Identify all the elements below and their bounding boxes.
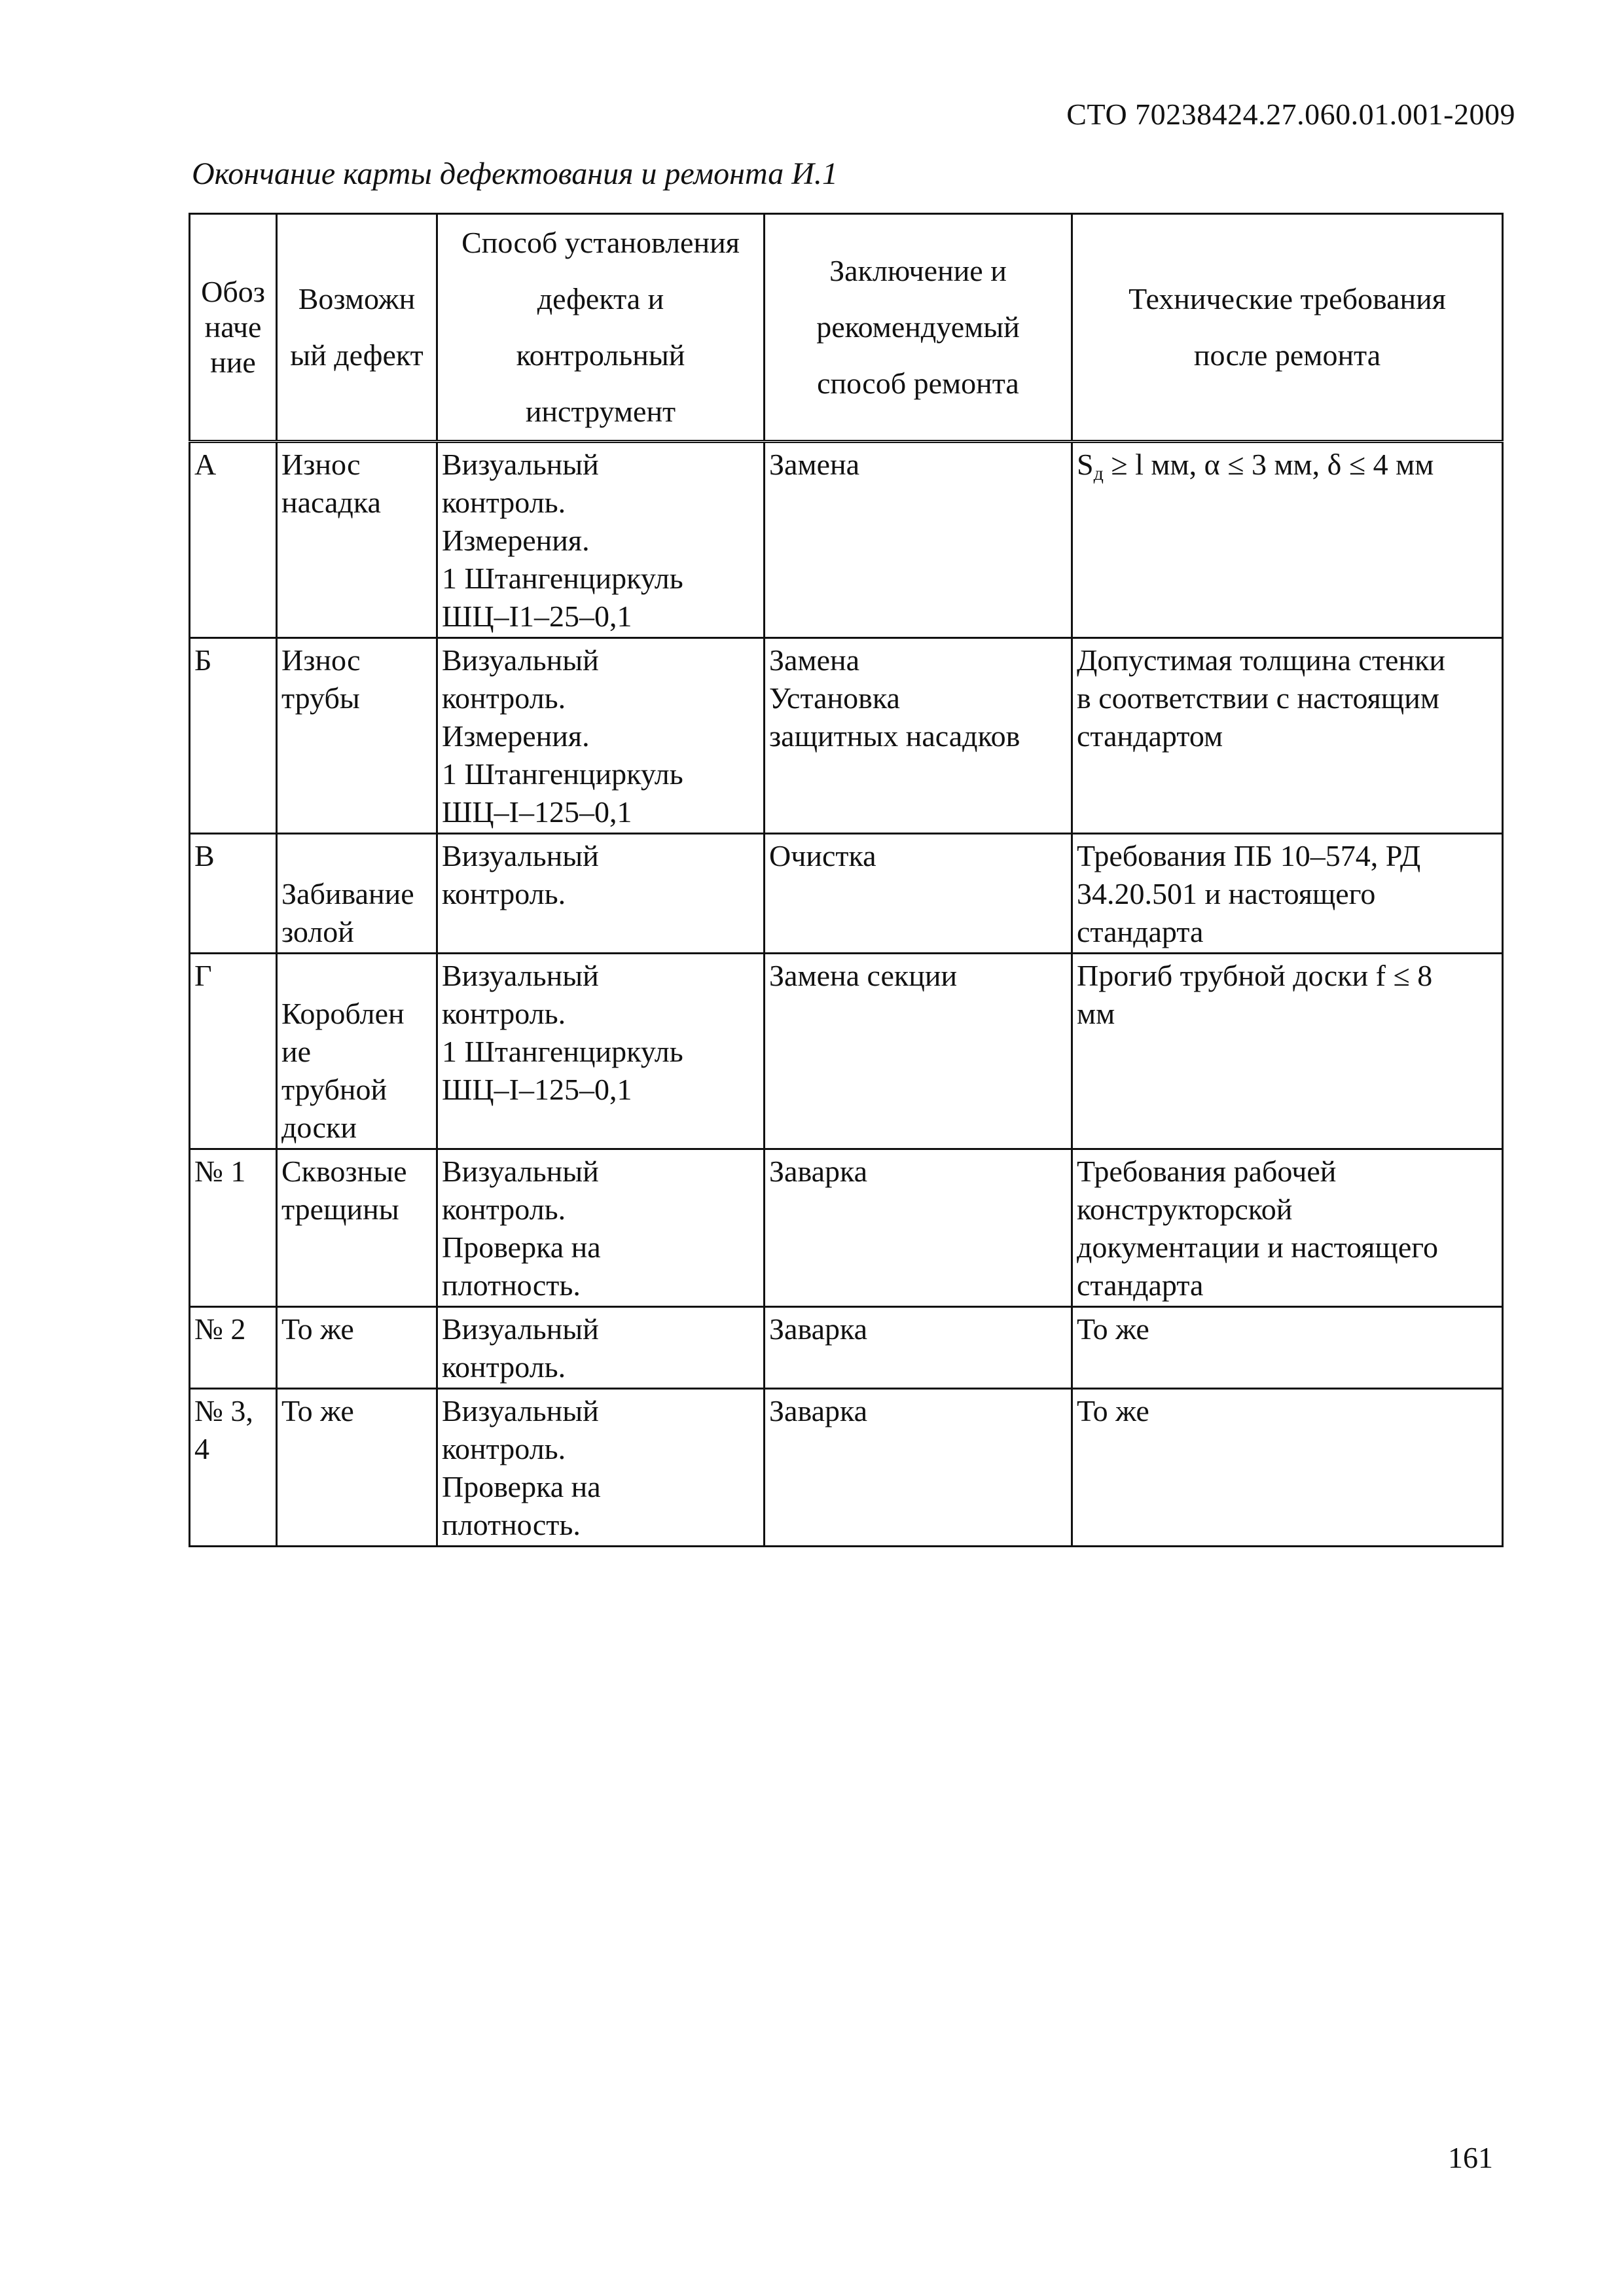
cell-designation: Б (190, 638, 277, 834)
cell-defect: Износ трубы (277, 638, 437, 834)
table-row (190, 1389, 1503, 1547)
defect-repair-table (189, 213, 1504, 1547)
column-header-technical-requirements: Технические требования после ремонта (1072, 214, 1503, 442)
table-row (190, 1149, 1503, 1307)
table-row (190, 442, 1503, 638)
cell-method: Визуальный контроль. (437, 1307, 765, 1389)
cell-designation: № 2 (190, 1307, 277, 1389)
cell-method: Визуальный контроль. Измерения. 1 Штангенциркуль ШЦ–I1–25–0,1 (437, 442, 765, 638)
cell-defect: То же (277, 1389, 437, 1547)
cell-defect: Сквозные трещины (277, 1149, 437, 1307)
table-caption: Окончание карты дефектования и ремонта И.1 (192, 156, 838, 191)
cell-designation: Г (190, 954, 277, 1149)
cell-designation: А (190, 442, 277, 638)
requirements-s: S (1077, 448, 1094, 481)
cell-conclusion: Заварка (765, 1149, 1072, 1307)
cell-defect: Забивание золой (277, 834, 437, 954)
cell-requirements: То же (1072, 1307, 1503, 1389)
cell-requirements: Прогиб трубной доски f ≤ 8 мм (1072, 954, 1503, 1149)
cell-conclusion: Очистка (765, 834, 1072, 954)
cell-defect: Короблен ие трубной доски (277, 954, 437, 1149)
cell-requirements (1072, 442, 1503, 638)
cell-method: Визуальный контроль. Проверка на плотность. (437, 1389, 765, 1547)
table-row (190, 954, 1503, 1149)
cell-conclusion: Замена (765, 442, 1072, 638)
cell-designation: В (190, 834, 277, 954)
cell-requirements: Требования ПБ 10–574, РД 34.20.501 и настоящего стандарта (1072, 834, 1503, 954)
cell-method: Визуальный контроль. 1 Штангенциркуль ШЦ–I–125–0,1 (437, 954, 765, 1149)
column-header-conclusion: Заключение и рекомендуемый способ ремонта (765, 214, 1072, 442)
cell-requirements: Допустимая толщина стенки в соответствии с настоящим стандартом (1072, 638, 1503, 834)
table-header-row (190, 214, 1503, 442)
column-header-possible-defect: Возможн ый дефект (277, 214, 437, 442)
cell-conclusion: Заварка (765, 1307, 1072, 1389)
page-number: 161 (1448, 2141, 1493, 2174)
column-header-designation: Обоз наче ние (190, 214, 277, 442)
cell-designation: № 1 (190, 1149, 277, 1307)
cell-defect: Износ насадка (277, 442, 437, 638)
table-row (190, 834, 1503, 954)
cell-method: Визуальный контроль. Измерения. 1 Штангенциркуль ШЦ–I–125–0,1 (437, 638, 765, 834)
cell-method: Визуальный контроль. (437, 834, 765, 954)
column-header-detection-method: Способ установления дефекта и контрольный инструмент (437, 214, 765, 442)
cell-designation: № 3, 4 (190, 1389, 277, 1547)
cell-defect: То же (277, 1307, 437, 1389)
cell-method: Визуальный контроль. Проверка на плотность. (437, 1149, 765, 1307)
cell-requirements: То же (1072, 1389, 1503, 1547)
document-code: СТО 70238424.27.060.01.001-2009 (1066, 98, 1515, 131)
table-row (190, 1307, 1503, 1389)
table-row (190, 638, 1503, 834)
cell-conclusion: Замена Установка защитных насадков (765, 638, 1072, 834)
cell-conclusion: Замена секции (765, 954, 1072, 1149)
requirements-subscript: д (1093, 463, 1104, 484)
cell-requirements: Требования рабочей конструкторской документации и настоящего стандарта (1072, 1149, 1503, 1307)
requirements-rest: ≥ l мм, α ≤ 3 мм, δ ≤ 4 мм (1103, 448, 1434, 481)
cell-conclusion: Заварка (765, 1389, 1072, 1547)
